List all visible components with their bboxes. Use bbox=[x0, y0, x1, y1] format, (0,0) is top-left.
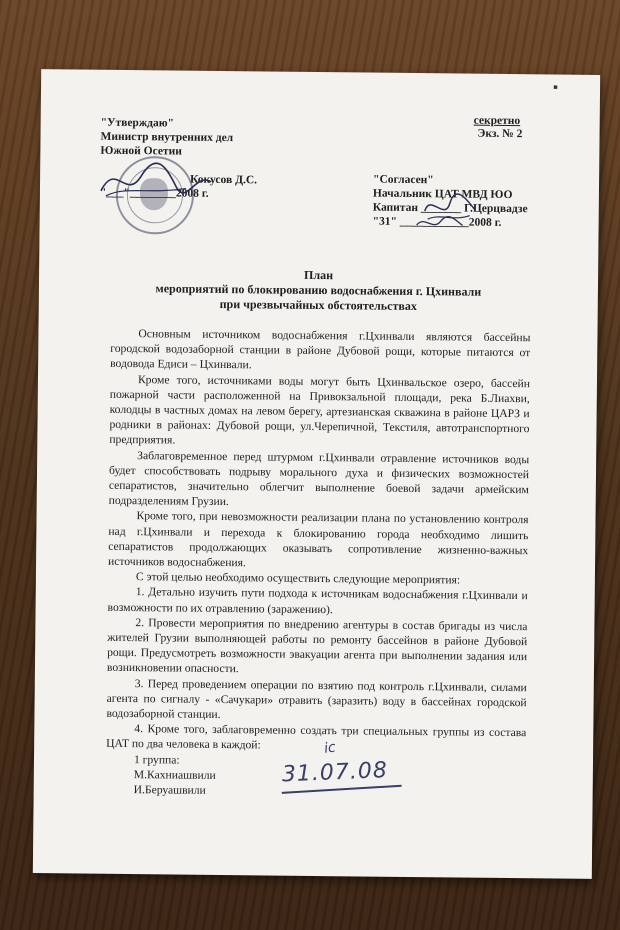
document-subtitle: мероприятий по блокированию водоснабжения г. Цхинвали bbox=[155, 281, 482, 299]
approve-heading: "Утверждаю" bbox=[100, 116, 174, 130]
document-body bbox=[106, 326, 531, 802]
list-item: 2. Провести мероприятия по внедрению агентуры в состав бригады из числа жителей Грузии выполняющей работы по ремонту бассейнов в районе Дубовой рощи. Предусмотреть возможности эвакуации агента при выполнении задания или возникновении опасности. bbox=[106, 615, 528, 676]
document-subtitle-2: при чрезвычайных обстоятельствах bbox=[219, 296, 417, 314]
approve-region: Южной Осетии bbox=[100, 144, 182, 158]
approve-date: "___"________2008 г. bbox=[99, 186, 209, 200]
group-member: И.Беруашвили bbox=[133, 783, 206, 797]
handwritten-initials: ic bbox=[323, 739, 337, 757]
copy-number: Экз. № 2 bbox=[477, 127, 523, 141]
group-member: М.Кахниашвили bbox=[133, 767, 216, 782]
agree-heading: "Согласен" bbox=[373, 173, 434, 187]
paragraph: Заблаговременное перед штурмом г.Цхинвали отравление источников воды будет способствовать подрыву морального духа и физических возможностей сепаратистов, значительно облегчит выполнение боевой задачи армейским подразделениям Грузии. bbox=[108, 448, 530, 509]
paragraph: Кроме того, при невозможности реализации плана по установлению контроля над г.Цхинвали и перехода к блокированию города необходимо лишить сепаратистов продолжающих оказывать сопротивление жизненно-важных источников водоснабжения. bbox=[108, 509, 529, 570]
agree-rank-name: Капитан _______ Г.Церцвадзе bbox=[372, 201, 528, 216]
punch-mark: ▪ bbox=[552, 80, 559, 96]
paragraph: Основным источником водоснабжения г.Цхинвали являются бассейны городской водозаборной станции в районе Дубовой рощи, которые питаются от водовода Едиси – Цхинвали. bbox=[110, 327, 531, 372]
list-item: 3. Перед проведением операции по взятию под контроль г.Цхинвали, силами агента по сигналу - «Сачукари» отравить (заразить) воду в бассейнах городской водозаборной станции. bbox=[106, 676, 527, 722]
agree-position: Начальник ЦАТ МВД ЮО bbox=[372, 187, 513, 202]
group-label: 1 группа: bbox=[133, 752, 180, 767]
approve-position: Министр внутренних дел bbox=[100, 130, 234, 145]
agree-date: "31" ____________2008 г. bbox=[372, 215, 502, 229]
document-page bbox=[33, 69, 600, 879]
approve-name: Кокусов Д.С. bbox=[190, 173, 258, 187]
document-title: План bbox=[304, 267, 334, 283]
paragraph: С этой целью необходимо осуществить следующие мероприятия: bbox=[135, 570, 461, 587]
date-handwriting bbox=[415, 213, 465, 234]
handwritten-date: 31.07.08 bbox=[281, 758, 389, 788]
minister-signature bbox=[96, 156, 217, 207]
list-item: 4. Кроме того, заблаговременно создать три специальных группы из состава ЦАТ по два человека в каждой: bbox=[106, 722, 527, 752]
paragraph: Кроме того, источниками воды могут быть Цхинвальское озеро, бассейн пожарной части расположенной на Привокзальной площади, река Б.Лиахви, колодцы в частных домах на левом берегу, артезианская скважина в районе ЦАРЗ и родники в районах: Дубовой рощи, ул.Черепичной, Текстиля, автотранспортного предприятия. bbox=[109, 372, 531, 447]
list-item: 1. Детально изучить пути подхода к источникам водоснабжения г.Цхинвали и возможности по их отравлению (заражению). bbox=[107, 585, 528, 616]
secret-mark: секретно bbox=[473, 114, 521, 128]
